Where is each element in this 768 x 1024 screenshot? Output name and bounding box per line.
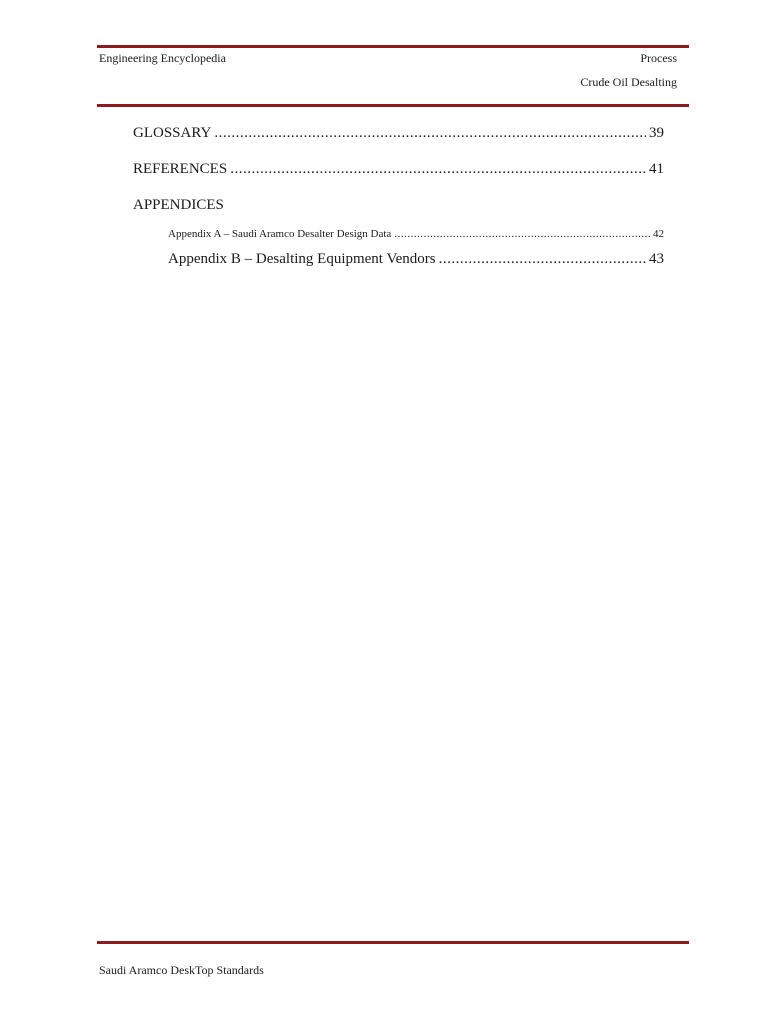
header-top-rule <box>97 45 689 48</box>
toc-heading-appendices <box>133 197 664 214</box>
toc-leader <box>214 125 646 142</box>
toc-leader <box>394 228 650 240</box>
toc-label: APPENDICES <box>133 197 224 213</box>
toc-label: GLOSSARY <box>133 125 212 141</box>
toc-page-number: 39 <box>649 125 664 141</box>
toc-leader <box>439 251 646 268</box>
header-bottom-rule <box>97 104 689 107</box>
toc-page-number: 41 <box>649 161 664 177</box>
toc-page-number: 43 <box>649 251 664 267</box>
toc-label: REFERENCES <box>133 161 228 177</box>
header-left-title: Engineering Encyclopedia <box>99 51 226 65</box>
header-right-subtitle: Crude Oil Desalting <box>580 75 677 89</box>
toc-leader <box>230 161 646 178</box>
footer-text: Saudi Aramco DeskTop Standards <box>99 963 264 977</box>
toc-label: Appendix B – Desalting Equipment Vendors <box>168 251 436 267</box>
toc-entry-appendix-a[interactable] <box>168 228 664 240</box>
footer-rule <box>97 941 689 944</box>
toc-entry-references[interactable] <box>133 161 664 178</box>
toc-label: Appendix A – Saudi Aramco Desalter Design Data <box>168 228 392 240</box>
toc-entry-appendix-b[interactable] <box>168 251 664 268</box>
toc-entry-glossary[interactable] <box>133 125 664 142</box>
toc-page-number: 42 <box>653 228 664 240</box>
header-right-title: Process <box>640 51 677 65</box>
